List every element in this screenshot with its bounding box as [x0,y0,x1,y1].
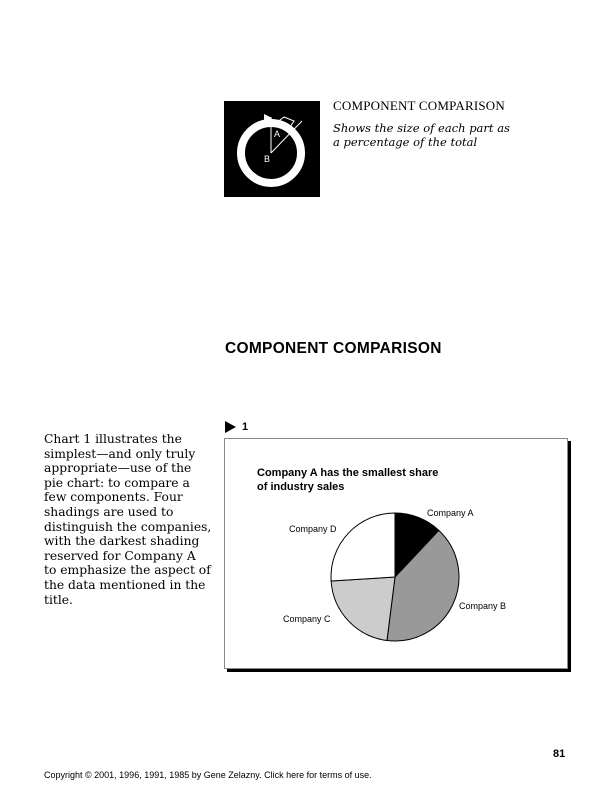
section-title: COMPONENT COMPARISON [225,340,442,357]
body-line: Chart 1 illustrates the [44,432,182,446]
pie-slice-company-d [331,513,395,581]
chart-number-marker [225,421,248,433]
header-title: COMPONENT COMPARISON [333,98,505,113]
pie-label: Company C [283,614,331,624]
pie-label: Company D [289,524,337,534]
icon-label-b: B [264,154,271,164]
chart-title-line: Company A has the smallest share [257,467,439,479]
body-line: reserved for Company A [44,548,196,563]
body-line: shadings are used to [44,504,174,519]
chart-title-line: of industry sales [257,481,345,493]
body-line: simplest—and only truly [44,446,196,461]
body-line: few components. Four [44,490,183,505]
icon-label-a: A [274,129,281,139]
chart-number: 1 [242,421,249,433]
body-line: distinguish the companies, [44,519,212,534]
page-number: 81 [553,748,566,760]
body-line: with the darkest shading [44,534,200,549]
header-description-line: Shows the size of each part as [333,121,510,135]
component-comparison-pie-icon [224,101,320,197]
body-line: the data mentioned in the [44,577,206,592]
copyright-notice[interactable]: Copyright © 2001, 1996, 1991, 1985 by Gene Zelazny. Click here for terms of use. [44,770,372,780]
pie-label: Company B [459,601,507,611]
triangle-pointer-icon [225,421,236,433]
body-line: appropriate—use of the [44,461,192,476]
body-line: to emphasize the aspect of [44,563,211,578]
pie-chart-panel [224,438,568,669]
pie-label: Company A [427,508,474,518]
body-line: title. [44,592,73,607]
pie-chart [225,439,567,668]
body-paragraph [44,432,210,607]
header-description-line: a percentage of the total [333,135,478,149]
header-description [333,121,533,149]
pie-slice-company-c [331,577,395,640]
body-line: pie chart: to compare a [44,475,190,490]
